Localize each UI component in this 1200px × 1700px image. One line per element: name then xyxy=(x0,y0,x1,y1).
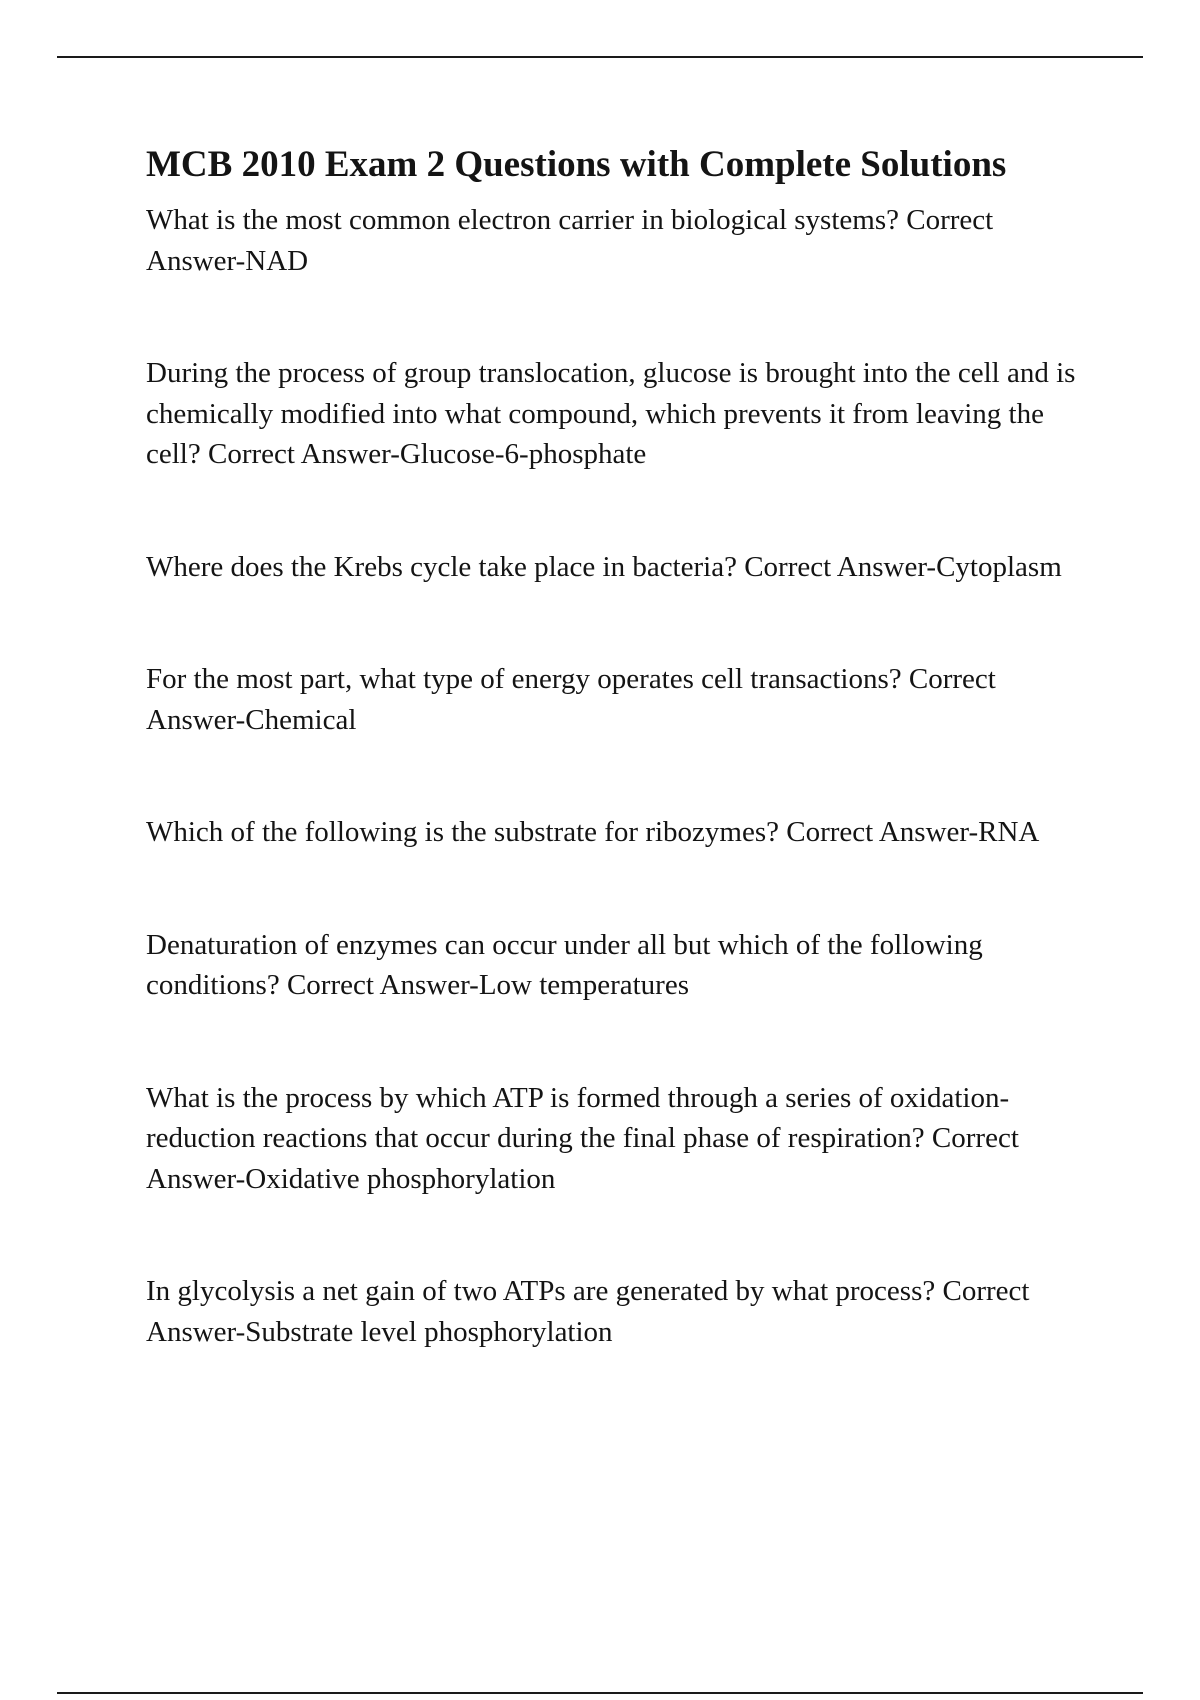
question-answer-item: Which of the following is the substrate for ribozymes? Correct Answer-RNA xyxy=(146,816,1040,848)
document-title: MCB 2010 Exam 2 Questions with Complete Solutions xyxy=(146,144,1007,185)
question-list xyxy=(146,200,1096,1352)
question-answer-item: Denaturation of enzymes can occur under all but which of the following conditions? Correct Answer-Low temperatures xyxy=(146,928,983,1001)
question-answer-item: What is the process by which ATP is formed through a series of oxidation-reduction reactions that occur during the final phase of respiration? Correct Answer-Oxidative phosphorylation xyxy=(146,1081,1019,1195)
header-rule xyxy=(57,56,1143,58)
question-answer-item: What is the most common electron carrier in biological systems? Correct Answer-NAD xyxy=(146,204,994,277)
question-answer-item: In glycolysis a net gain of two ATPs are generated by what process? Correct Answer-Substrate level phosphorylation xyxy=(146,1275,1030,1348)
question-answer-item: For the most part, what type of energy operates cell transactions? Correct Answer-Chemical xyxy=(146,663,996,736)
footer-rule xyxy=(57,1692,1143,1694)
document-body xyxy=(146,142,1096,1424)
question-answer-item: Where does the Krebs cycle take place in bacteria? Correct Answer-Cytoplasm xyxy=(146,550,1062,583)
question-answer-item: During the process of group translocation, glucose is brought into the cell and is chemically modified into what compound, which prevents it from leaving the cell? Correct Answer-Glucose-6-phosphate xyxy=(146,357,1076,470)
